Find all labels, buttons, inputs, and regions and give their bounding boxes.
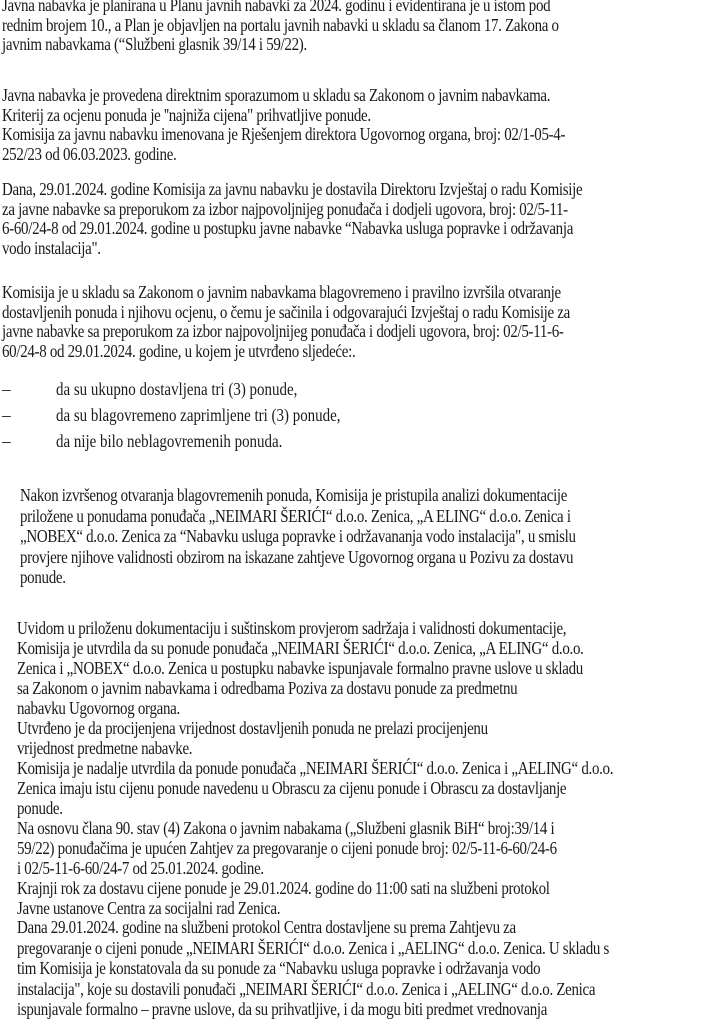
text-line: Kriterij za ocjenu ponuda je ''najniža cijena" prihvatljive ponude.	[2, 104, 371, 125]
text-line: Krajnji rok za dostavu cijene ponude je 29.01.2024. godine do 11:00 sati na službeni protokol	[17, 878, 550, 898]
dash-bullet-icon: –	[2, 379, 11, 399]
text-line: 60/24-8 od 29.01.2024. godine, u kojem je utvrđeno sljedeće:.	[2, 340, 356, 361]
text-line: 6-60/24-8 od 29.01.2024. godine u postupku javne nabavke “Nabavka usluga popravke i održavanja	[2, 218, 574, 238]
text-line: Utvrđeno je da procijenjena vrijednost dostavljenih ponuda ne prelazi procijenjenu	[17, 718, 488, 738]
text-line: Komisija je nadalje utvrdila da ponude ponuđača „NEIMARI ŠERIĆI“ d.o.o. Zenica i „AELING“ d.o.o.	[17, 758, 614, 778]
text-line: ponude.	[20, 567, 66, 587]
text-line: Komisija je utvrdila da su ponude ponuđača „NEIMARI ŠERIĆI“ d.o.o. Zenica, „A ELING“ d.o.o.	[17, 638, 584, 658]
text-line: Nakon izvršenog otvaranja blagovremenih ponuda, Komisija je pristupila analizi dokumentacije	[20, 485, 568, 505]
text-line: priložene u ponudama ponuđača „NEIMARI ŠERIĆI“ d.o.o. Zenica, „A ELING“ d.o.o. Zenica i	[20, 505, 571, 526]
text-line: nabavku Ugovornog organa.	[17, 698, 180, 718]
paragraph-analysis	[20, 485, 576, 588]
text-line: Na osnovu člana 90. stav (4) Zakona o javnim nabakama („Službeni glasnik BiH“ broj:39/14 i	[17, 818, 555, 838]
text-line: Javne ustanove Centra za socijalni rad Zenica.	[17, 898, 281, 918]
text-line: „NOBEX“ d.o.o. Zenica za “Nabavku usluga popravke i održavananja vodo instalacija", u smislu	[20, 526, 576, 546]
list-item-text: da su ukupno dostavljena tri (3) ponude,	[56, 379, 298, 399]
list-item	[2, 405, 387, 426]
text-line: ponude.	[17, 798, 63, 818]
paragraph-review	[17, 618, 613, 918]
text-line: za javne nabavke sa preporukom za izbor najpovoljnijeg ponuđača i dodjeli ugovora, broj: 02/5-11-	[2, 198, 568, 219]
list-item-text: da nije bilo neblagovremenih ponuda.	[56, 431, 283, 451]
text-line: 252/23 od 06.03.2023. godine.	[2, 143, 177, 164]
text-line: provjere njihove validnosti obzirom na iskazane zahtjeve Ugovornog organa u Pozivu za dostavu	[20, 546, 574, 567]
text-line: Zenica imaju istu cijenu ponude navedenu u Obrascu za cijenu ponude i Obrascu za dostavljanje	[17, 778, 567, 798]
text-line: dostavljenih ponuda i njihovu ocjenu, o čemu je sačinila i odgovarajući Izvještaj o radu Komisije za	[2, 301, 570, 322]
text-line: sa Zakonom o javnim nabavkama i odredbama Poziva za dostavu ponude za predmetnu	[17, 678, 518, 698]
dash-bullet-icon: –	[2, 431, 11, 451]
paragraph-procedure	[2, 86, 565, 164]
text-line: vodo instalacija".	[2, 237, 101, 258]
paragraph-negotiation	[17, 917, 609, 1020]
text-line: javnim nabavkama (“Službeni glasnik 39/14 i 59/22).	[2, 34, 307, 54]
list-item	[2, 431, 319, 452]
text-line: Zenica i „NOBEX“ d.o.o. Zenica u postupku nabavke ispunjavale formalno pravne uslove u skladu	[17, 658, 583, 678]
list-item-text: da su blagovremeno zaprimljene tri (3) ponude,	[56, 405, 341, 425]
text-line: vrijednost predmetne nabavke.	[17, 738, 193, 758]
dash-bullet-icon: –	[2, 405, 11, 425]
text-line: ispunjavale formalno – pravne uslove, da su prihvatljive, i da mogu biti predmet vrednovanja	[17, 999, 548, 1019]
text-line: Javna nabavka je provedena direktnim sporazumom u skladu sa Zakonom o javnim nabavkama.	[2, 85, 551, 105]
text-line: tim Komisija je konstatovala da su ponude za “Nabavku usluga popravke i održavanja vodo	[17, 958, 541, 978]
text-line: Komisija za javnu nabavku imenovana je Rješenjem direktora Ugovornog organa, broj: 02/1-05-4-	[2, 124, 566, 144]
list-item	[2, 379, 337, 400]
text-line: instalacija", koje su dostavili ponuđači „NEIMARI ŠERIĆI“ d.o.o. Zenica i „AELING“ d.o.o. Zenica	[17, 978, 596, 999]
text-line: Komisija je u skladu sa Zakonom o javnim nabavkama blagovremeno i pravilno izvršila otvaranje	[2, 282, 561, 302]
text-line: Javna nabavka je planirana u Planu javnih nabavki za 2024. godinu i evidentirana je u istom pod	[2, 0, 551, 15]
text-line: 59/22) ponuđačima je upućen Zahtjev za pregovaranje o cijeni ponude broj: 02/5-11-6-60/24-6	[17, 838, 557, 858]
text-line: Uvidom u priloženu dokumentaciju i suštinskom provjerom sadržaja i validnosti dokumentacije,	[17, 618, 567, 638]
paragraph-report	[2, 180, 582, 258]
text-line: Dana, 29.01.2024. godine Komisija za javnu nabavku je dostavila Direktoru Izvještaj o radu Komisije	[2, 179, 583, 199]
paragraph-plan	[2, 0, 559, 55]
text-line: Dana 29.01.2024. godine na službeni protokol Centra dostavljene su prema Zahtjevu za	[17, 917, 516, 937]
text-line: i 02/5-11-6-60/24-7 od 25.01.2024. godine.	[17, 858, 264, 878]
text-line: rednim brojem 10., a Plan je objavljen na portalu javnih nabavki u skladu sa članom 17. Zakona o	[2, 14, 559, 35]
paragraph-commission	[2, 283, 570, 361]
text-line: javne nabavke sa preporukom za izbor najpovoljnijeg ponuđača i dodjeli ugovora, broj: 02/5-11-6-	[2, 321, 564, 341]
text-line: pregovaranje o cijeni ponude „NEIMARI ŠERIĆI“ d.o.o. Zenica i „AELING“ d.o.o. Zenica. U skladu s	[17, 937, 610, 958]
